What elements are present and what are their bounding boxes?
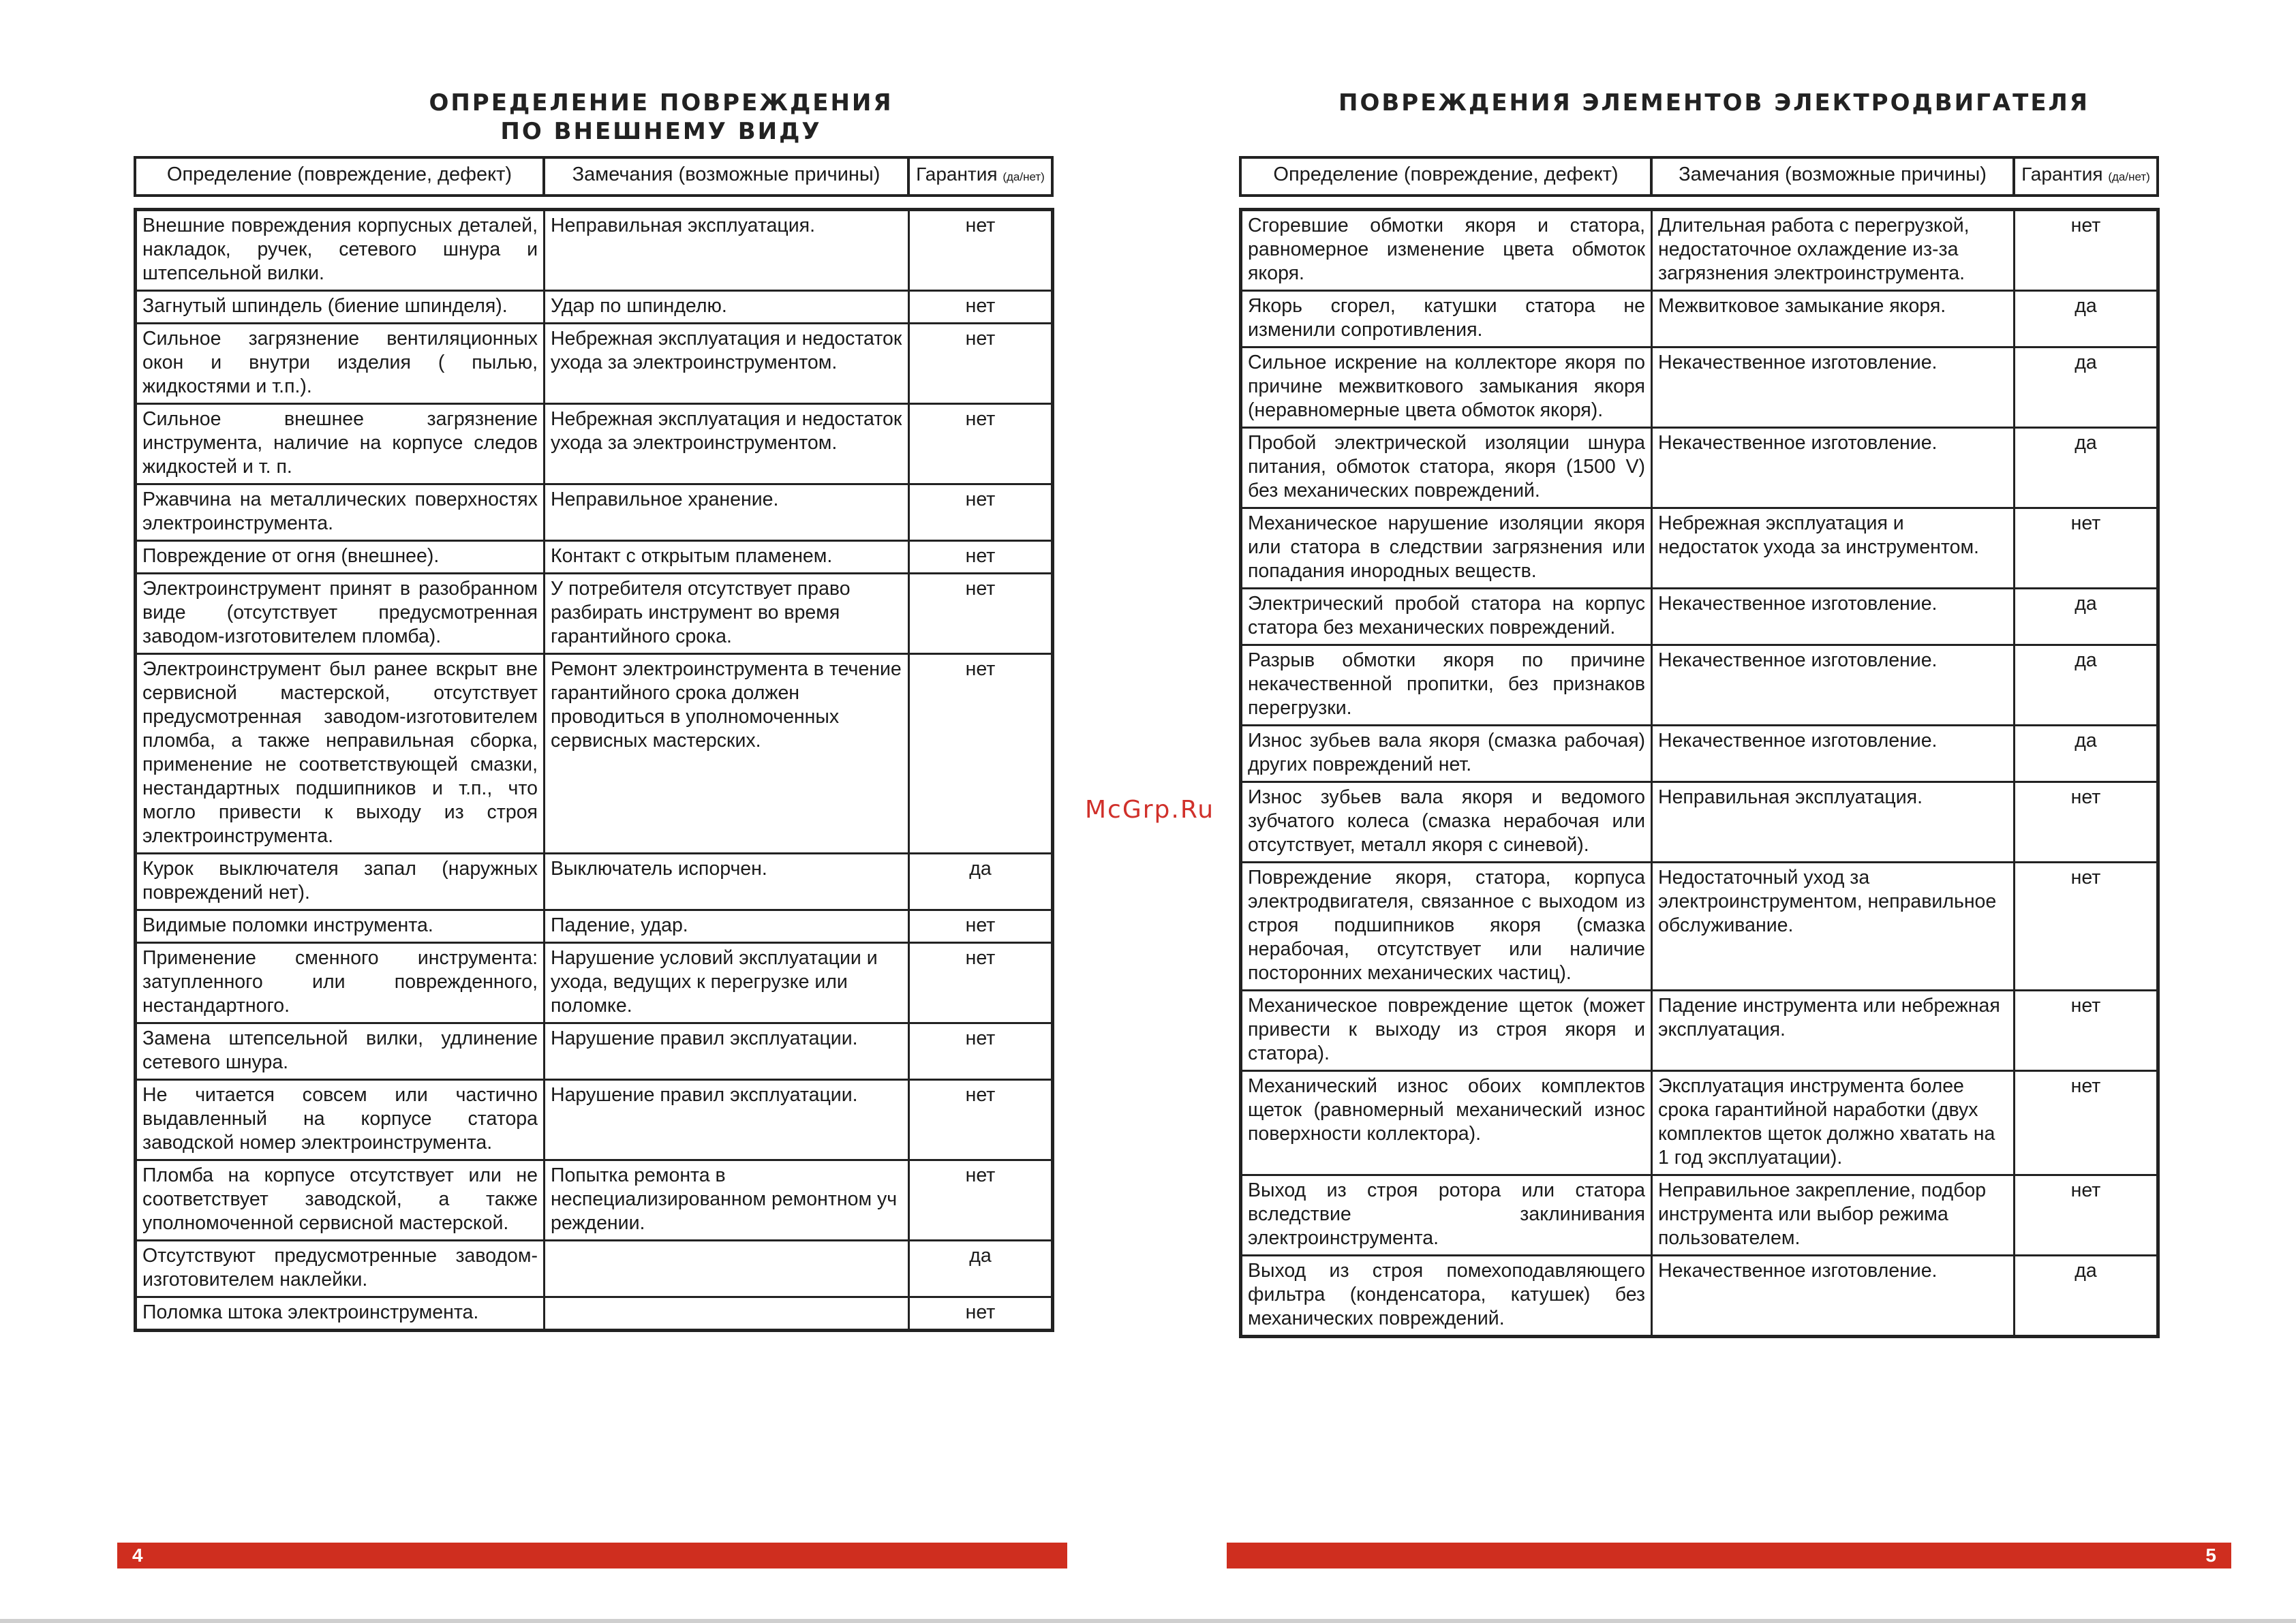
table-row [1241, 291, 2158, 347]
row-warranty: да [2015, 726, 2158, 782]
right-page-number: 5 [2205, 1545, 2216, 1566]
row-remarks: Небрежная эксплуатация и недостаток ухода за электроинструментом. [545, 404, 909, 484]
row-remarks: У потребителя отсутствует право разбирать инструмент во время гарантийного срока. [545, 574, 909, 654]
row-definition: Механическое повреждение щеток (может привести к выходу из строя якоря и статора). [1241, 991, 1652, 1071]
row-definition: Сильное внешнее загрязнение инструмента, наличие на корпусе следов жидкостей и т. п. [136, 404, 545, 484]
left-title-line1: ОПРЕДЕЛЕНИЕ ПОВРЕЖДЕНИЯ [429, 89, 893, 117]
row-remarks: Эксплуатация инструмента более срока гарантийной наработки (двух комплектов щеток должно хватать на 1 год эксплуатации). [1652, 1071, 2015, 1175]
row-warranty: нет [909, 910, 1053, 943]
row-warranty: нет [909, 541, 1053, 574]
table-row [136, 943, 1053, 1023]
row-definition: Электроинструмент был ранее вскрыт вне сервисной мастерской, отсутствует предусмотренная заводом-изготовителем пломба, а также неправильная сборка, применение не соответствующей смазки, нестандартных подшипников и т.п., что могло привести к выходу из строя электроинструмента. [136, 654, 545, 854]
row-warranty: нет [2015, 991, 2158, 1071]
table-row [1241, 589, 2158, 645]
row-remarks: Неправильное закрепление, подбор инструмента или выбор режима пользователем. [1652, 1175, 2015, 1256]
row-warranty: нет [909, 404, 1053, 484]
row-warranty: нет [909, 324, 1053, 404]
table-row [1241, 991, 2158, 1071]
right-header-table [1239, 156, 2159, 197]
left-page-band [117, 1543, 1067, 1568]
row-remarks: Падение инструмента или небрежная эксплуатация. [1652, 991, 2015, 1071]
row-definition: Внешние повреждения корпусных деталей, накладок, ручек, сетевого шнура и штепсельной вилки. [136, 210, 545, 291]
row-definition: Выход из строя ротора или статора вследствие заклинивания электроинструмента. [1241, 1175, 1652, 1256]
row-remarks: Попытка ремонта в неспециализированном ремонтном уч реждении. [545, 1160, 909, 1241]
row-warranty: нет [909, 943, 1053, 1023]
table-row [136, 574, 1053, 654]
row-warranty: нет [909, 574, 1053, 654]
table-row [136, 1297, 1053, 1331]
table-row [136, 484, 1053, 541]
left-header-table [134, 156, 1054, 197]
right-header-definition: Определение (повреждение, дефект) [1240, 157, 1651, 196]
right-page [1172, 0, 2263, 1623]
row-definition: Не читается совсем или частично выдавленный на корпусе статора заводской номер электроинструмента. [136, 1080, 545, 1160]
table-row [136, 210, 1053, 291]
table-row [136, 541, 1053, 574]
left-header-warranty: Гарантия (да/нет) [908, 157, 1052, 196]
row-warranty: нет [909, 1160, 1053, 1241]
row-warranty: да [2015, 347, 2158, 428]
row-remarks: Некачественное изготовление. [1652, 1256, 2015, 1337]
bottom-edge [0, 1619, 2296, 1623]
row-definition: Сильное загрязнение вентиляционных окон и внутри изделия ( пылью, жидкостями и т.п.). [136, 324, 545, 404]
row-warranty: нет [909, 1080, 1053, 1160]
left-page-number: 4 [132, 1545, 143, 1566]
table-row [136, 1023, 1053, 1080]
table-row [1241, 210, 2158, 291]
table-row [1241, 782, 2158, 863]
row-warranty: нет [909, 484, 1053, 541]
table-row [136, 324, 1053, 404]
row-remarks: Неправильная эксплуатация. [545, 210, 909, 291]
row-definition: Видимые поломки инструмента. [136, 910, 545, 943]
row-warranty: нет [2015, 863, 2158, 991]
row-definition: Механическое нарушение изоляции якоря или статора в следствии загрязнения или попадания инородных веществ. [1241, 508, 1652, 589]
row-remarks: Некачественное изготовление. [1652, 428, 2015, 508]
right-header-warranty: Гарантия (да/нет) [2014, 157, 2158, 196]
row-warranty: нет [2015, 782, 2158, 863]
left-header-remarks: Замечания (возможные причины) [544, 157, 908, 196]
row-remarks: Некачественное изготовление. [1652, 347, 2015, 428]
right-page-title: ПОВРЕЖДЕНИЯ ЭЛЕМЕНТОВ ЭЛЕКТРОДВИГАТЕЛЯ [1338, 89, 2090, 117]
table-row [1241, 508, 2158, 589]
table-row [1241, 1175, 2158, 1256]
watermark: McGrp.Ru [1085, 796, 1215, 824]
row-warranty: нет [909, 654, 1053, 854]
row-warranty: да [2015, 645, 2158, 726]
row-warranty: нет [2015, 1071, 2158, 1175]
row-definition: Электроинструмент принят в разобранном виде (отсутствует предусмотренная заводом-изготовителем пломба). [136, 574, 545, 654]
row-warranty: нет [2015, 1175, 2158, 1256]
row-definition: Механический износ обоих комплектов щеток (равномерный механический износ поверхности коллектора). [1241, 1071, 1652, 1175]
table-row [136, 1241, 1053, 1297]
table-row [136, 654, 1053, 854]
row-definition: Поломка штока электроинструмента. [136, 1297, 545, 1331]
row-remarks: Длительная работа с перегрузкой, недостаточное охлаждение из-за загрязнения электроинструмента. [1652, 210, 2015, 291]
row-remarks: Падение, удар. [545, 910, 909, 943]
table-row [1241, 645, 2158, 726]
table-row [1241, 1071, 2158, 1175]
left-page-title [136, 89, 1186, 146]
table-row [136, 1160, 1053, 1241]
row-remarks: Нарушение правил эксплуатации. [545, 1080, 909, 1160]
row-definition: Электрический пробой статора на корпус статора без механических повреждений. [1241, 589, 1652, 645]
table-row [1241, 428, 2158, 508]
left-header-definition: Определение (повреждение, дефект) [135, 157, 544, 196]
row-remarks: Нарушение правил эксплуатации. [545, 1023, 909, 1080]
right-damage-table [1239, 208, 2160, 1338]
row-definition: Износ зубьев вала якоря и ведомого зубчатого колеса (смазка нерабочая или отсутствует, металл якоря с синевой). [1241, 782, 1652, 863]
left-page [0, 0, 1090, 1623]
row-definition: Ржавчина на металлических поверхностях электроинструмента. [136, 484, 545, 541]
table-row [136, 910, 1053, 943]
row-definition: Курок выключателя запал (наружных повреждений нет). [136, 854, 545, 910]
table-row [136, 404, 1053, 484]
row-warranty: да [2015, 1256, 2158, 1337]
row-remarks: Ремонт электроинструмента в течение гарантийного срока должен проводиться в уполномоченных сервисных мастерских. [545, 654, 909, 854]
row-remarks: Удар по шпинделю. [545, 291, 909, 324]
row-remarks [545, 1297, 909, 1331]
row-warranty: да [909, 854, 1053, 910]
table-row [136, 1080, 1053, 1160]
row-definition: Износ зубьев вала якоря (смазка рабочая) других повреждений нет. [1241, 726, 1652, 782]
table-row [1241, 347, 2158, 428]
row-definition: Сильное искрение на коллекторе якоря по причине межвиткового замыкания якоря (неравномерные цвета обмоток якоря). [1241, 347, 1652, 428]
row-warranty: нет [909, 291, 1053, 324]
row-warranty: нет [909, 210, 1053, 291]
table-row [136, 854, 1053, 910]
row-definition: Пробой электрической изоляции шнура питания, обмоток статора, якоря (1500 V) без механических повреждений. [1241, 428, 1652, 508]
row-definition: Загнутый шпиндель (биение шпинделя). [136, 291, 545, 324]
row-remarks: Нарушение условий эксплуатации и ухода, ведущих к перегрузке или поломке. [545, 943, 909, 1023]
row-remarks: Некачественное изготовление. [1652, 589, 2015, 645]
row-remarks: Выключатель испорчен. [545, 854, 909, 910]
row-remarks [545, 1241, 909, 1297]
row-warranty: да [2015, 291, 2158, 347]
row-remarks: Небрежная эксплуатация и недостаток ухода за электроинструментом. [545, 324, 909, 404]
row-warranty: нет [2015, 210, 2158, 291]
row-warranty: да [909, 1241, 1053, 1297]
left-damage-table [134, 208, 1054, 1332]
row-definition: Выход из строя помехоподавляющего фильтра (конденсатора, катушек) без механических повреждений. [1241, 1256, 1652, 1337]
table-row [1241, 863, 2158, 991]
row-warranty: нет [909, 1297, 1053, 1331]
row-definition: Разрыв обмотки якоря по причине некачественной пропитки, без признаков перегрузки. [1241, 645, 1652, 726]
table-row [1241, 726, 2158, 782]
row-definition: Якорь сгорел, катушки статора не изменили сопротивления. [1241, 291, 1652, 347]
row-warranty: нет [909, 1023, 1053, 1080]
right-header-remarks: Замечания (возможные причины) [1651, 157, 2014, 196]
row-definition: Пломба на корпусе отсутствует или не соответствует заводской, а также уполномоченной сервисной мастерской. [136, 1160, 545, 1241]
row-remarks: Межвитковое замыкание якоря. [1652, 291, 2015, 347]
row-definition: Повреждение от огня (внешнее). [136, 541, 545, 574]
right-page-band [1227, 1543, 2231, 1568]
row-definition: Повреждение якоря, статора, корпуса электродвигателя, связанное с выходом из строя подшипников якоря (смазка нерабочая, отсутствует или наличие посторонних механических частиц). [1241, 863, 1652, 991]
row-remarks: Недостаточный уход за электроинструментом, неправильное обслуживание. [1652, 863, 2015, 991]
row-remarks: Контакт с открытым пламенем. [545, 541, 909, 574]
row-definition: Замена штепсельной вилки, удлинение сетевого шнура. [136, 1023, 545, 1080]
table-row [136, 291, 1053, 324]
row-definition: Сгоревшие обмотки якоря и статора, равномерное изменение цвета обмоток якоря. [1241, 210, 1652, 291]
row-remarks: Некачественное изготовление. [1652, 645, 2015, 726]
row-warranty: да [2015, 428, 2158, 508]
row-definition: Применение сменного инструмента: затупленного или поврежденного, нестандартного. [136, 943, 545, 1023]
row-remarks: Неправильная эксплуатация. [1652, 782, 2015, 863]
row-remarks: Небрежная эксплуатация и недостаток ухода за инструментом. [1652, 508, 2015, 589]
row-remarks: Неправильное хранение. [545, 484, 909, 541]
row-remarks: Некачественное изготовление. [1652, 726, 2015, 782]
left-title-line2: ПО ВНЕШНЕМУ ВИДУ [500, 118, 822, 145]
row-definition: Отсутствуют предусмотренные заводом-изготовителем наклейки. [136, 1241, 545, 1297]
row-warranty: да [2015, 589, 2158, 645]
table-row [1241, 1256, 2158, 1337]
row-warranty: нет [2015, 508, 2158, 589]
